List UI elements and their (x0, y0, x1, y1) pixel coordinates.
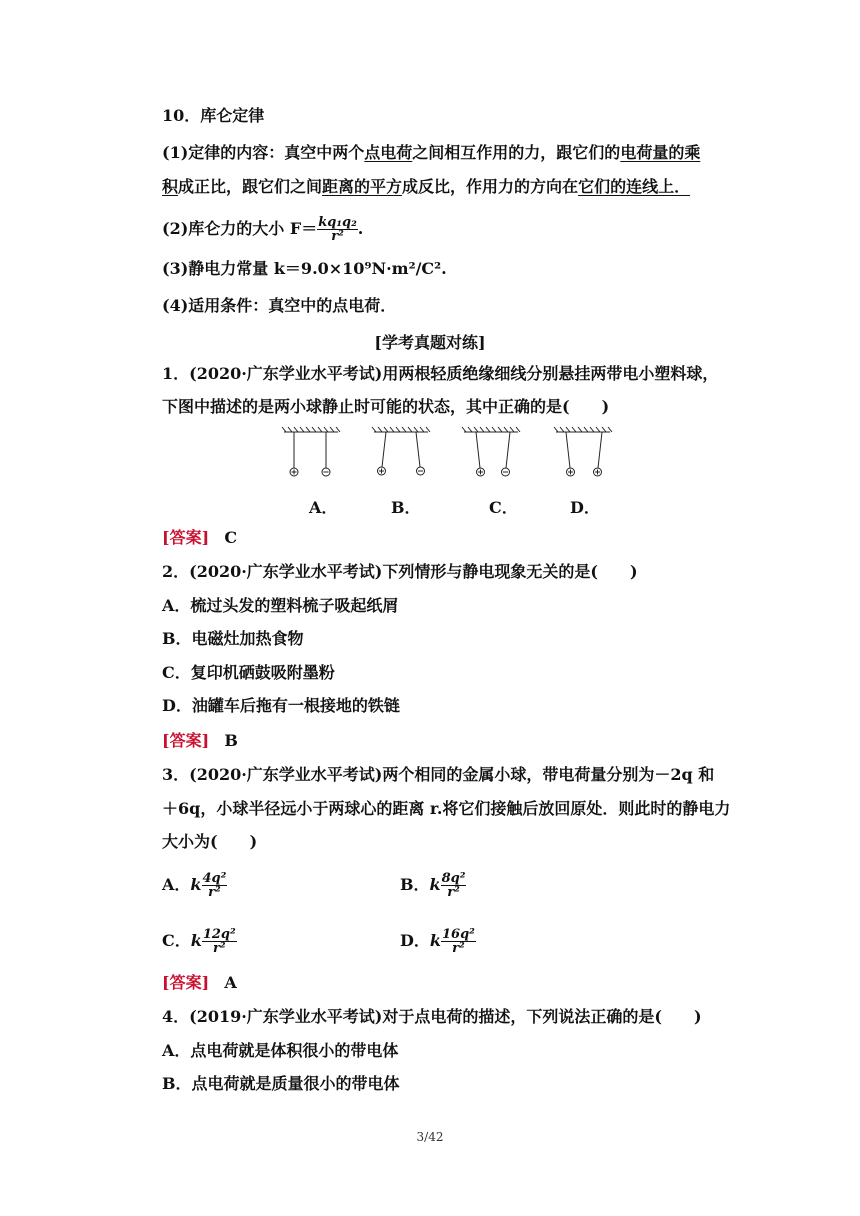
q3-stem-line2: ＋6q，小球半径远小于两球心的距离 r.将它们接触后放回原处．则此时的静电力 (162, 799, 731, 818)
law-text: 之间相互作用的力，跟它们的 (412, 143, 621, 162)
q1-pendulum-figure (270, 424, 630, 486)
q3-answer (162, 973, 237, 993)
formula-numerator: kq₁q₂ (318, 215, 357, 230)
option-label: A． (162, 875, 191, 894)
q3-option-a (162, 872, 227, 899)
option-numerator: 12q² (202, 927, 236, 942)
option-label: C． (162, 931, 191, 950)
option-label: B． (400, 875, 430, 894)
law-text: 成反比，作用力的方向在 (402, 177, 579, 196)
q2-option-c: C．复印机硒鼓吸附墨粉 (162, 663, 335, 682)
option-fraction (202, 872, 228, 899)
q2-stem: 2．(2020·广东学业水平考试)下列情形与静电现象无关的是( ) (162, 562, 638, 581)
law-text: 成正比，跟它们之间 (178, 177, 323, 196)
coulomb-force-formula: (2)库仑力的大小 F＝ $\frac{\text{kq₁q₂}}{\text{r²}}$ . (162, 215, 364, 244)
answer-tag: [答案] (162, 973, 210, 992)
law-blank-point-charge: 点电荷 (364, 143, 413, 162)
page-number: 3/42 (416, 1130, 444, 1144)
q2-option-a: A．梳过头发的塑料梳子吸起纸屑 (162, 596, 399, 615)
option-numerator: 4q² (202, 871, 227, 886)
formula-fraction (317, 216, 358, 243)
law-blank-distance-squared: 距离的平方 (322, 177, 403, 196)
q1-answer (162, 528, 237, 548)
applicable-conditions: (4)适用条件：真空中的点电荷． (162, 296, 397, 315)
option-numerator: 8q² (441, 871, 466, 886)
option-denominator: r² (202, 941, 237, 955)
q2-answer (162, 731, 238, 751)
option-k: k (429, 875, 441, 894)
q3-option-c (162, 928, 237, 955)
formula-denominator: r² (317, 229, 358, 243)
figure-label-c: C． (489, 498, 518, 517)
answer-value: B (224, 731, 238, 750)
figure-label-d: D． (570, 498, 600, 517)
law-blank-charge-product-end: 积 (162, 177, 179, 196)
law-text: (1)定律的内容：真空中两个 (162, 143, 365, 162)
option-label: D． (400, 931, 430, 950)
formula-prefix: (2)库仑力的大小 F＝ (162, 219, 318, 238)
law-blank-charge-product: 电荷量的乘 (620, 143, 701, 162)
q1-stem-line1: 1．(2020·广东学业水平考试)用两根轻质绝缘细线分别悬挂两带电小塑料球， (162, 364, 719, 383)
law-content-line2 (162, 177, 690, 197)
q4-option-b: B．点电荷就是质量很小的带电体 (162, 1074, 400, 1093)
answer-value: C (224, 528, 238, 547)
q3-option-b (400, 872, 466, 899)
q2-option-d: D．油罐车后拖有一根接地的铁链 (162, 696, 400, 715)
q4-stem: 4．(2019·广东学业水平考试)对于点电荷的描述，下列说法正确的是( ) (162, 1007, 702, 1026)
law-blank-connecting-line: 它们的连线上． (578, 177, 691, 196)
answer-tag: [答案] (162, 731, 210, 750)
q1-stem-line2: 下图中描述的是两小球静止时可能的状态，其中正确的是( ) (162, 397, 610, 416)
electrostatic-constant: (3)静电力常量 k＝9.0×10⁹N·m²/C². (162, 259, 447, 278)
figure-label-a: A． (309, 498, 338, 517)
figure-d-pendulums (554, 427, 612, 476)
option-numerator: 16q² (441, 927, 475, 942)
option-fraction (441, 928, 476, 955)
figure-b-pendulums (372, 427, 430, 475)
option-fraction (202, 928, 237, 955)
figure-a-pendulums (282, 427, 340, 476)
practice-heading: [学考真题对练] (374, 333, 486, 352)
q2-option-b: B．电磁灶加热食物 (162, 629, 304, 648)
option-fraction (441, 872, 467, 899)
q4-option-a: A．点电荷就是体积很小的带电体 (162, 1041, 399, 1060)
q3-stem-line1: 3．(2020·广东学业水平考试)两个相同的金属小球，带电荷量分别为－2q 和 (162, 765, 715, 784)
law-content-line1 (162, 143, 700, 163)
answer-tag: [答案] (162, 528, 210, 547)
figure-label-b: B． (391, 498, 421, 517)
option-k: k (190, 931, 202, 950)
q3-option-d (400, 928, 476, 955)
option-k: k (429, 931, 441, 950)
q3-stem-line3: 大小为( ) (162, 832, 258, 851)
option-k: k (190, 875, 202, 894)
option-denominator: r² (441, 885, 467, 899)
option-denominator: r² (202, 885, 228, 899)
figure-c-pendulums (462, 427, 520, 476)
answer-value: A (224, 973, 237, 992)
option-denominator: r² (441, 941, 476, 955)
section-title: 10．库仑定律 (162, 106, 265, 125)
